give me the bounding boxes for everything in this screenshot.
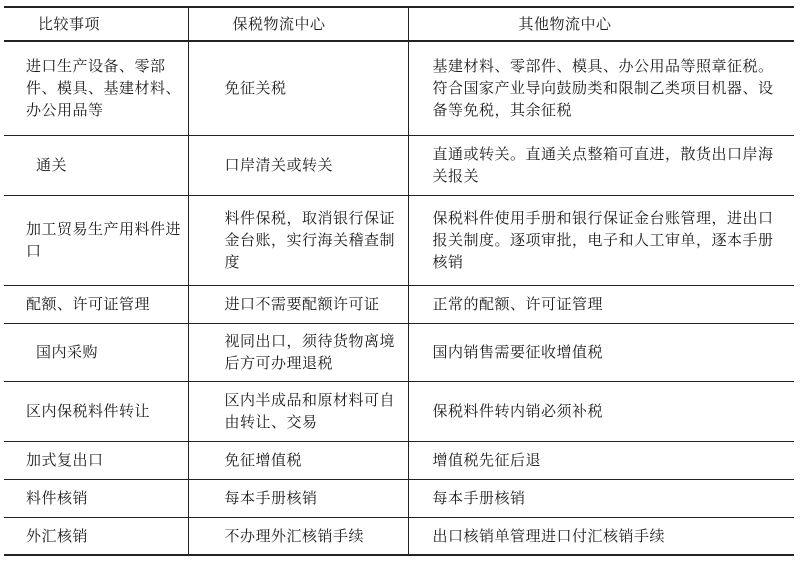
row-item: 国内采购 bbox=[4, 323, 188, 381]
table-header-row bbox=[4, 7, 794, 41]
row-other-value: 正常的配额、许可证管理 bbox=[408, 285, 794, 323]
row-bonded-value: 每本手册核销 bbox=[188, 479, 408, 517]
row-item: 通关 bbox=[4, 135, 188, 195]
table-row bbox=[4, 479, 794, 517]
row-item: 料件核销 bbox=[4, 479, 188, 517]
row-bonded-value: 料件保税，取消银行保证金台账，实行海关稽查制度 bbox=[188, 195, 408, 285]
row-item: 区内保税料件转让 bbox=[4, 381, 188, 441]
row-item: 加式复出口 bbox=[4, 441, 188, 479]
header-bonded-center: 保税物流中心 bbox=[188, 7, 408, 41]
row-other-value: 增值税先征后退 bbox=[408, 441, 794, 479]
comparison-table-container bbox=[4, 6, 794, 556]
row-other-value: 国内销售需要征收增值税 bbox=[408, 323, 794, 381]
row-other-value: 出口核销单管理进口付汇核销手续 bbox=[408, 517, 794, 555]
row-bonded-value: 进口不需要配额许可证 bbox=[188, 285, 408, 323]
row-other-value: 直通或转关。直通关点整箱可直进，散货出口岸海关报关 bbox=[408, 135, 794, 195]
table-row bbox=[4, 195, 794, 285]
row-other-value: 保税料件使用手册和银行保证金台账管理，进出口报关制度。逐项审批，电子和人工审单，逐本手册核销 bbox=[408, 195, 794, 285]
row-item: 进口生产设备、零部件、模具、基建材料、办公用品等 bbox=[4, 41, 188, 135]
row-other-value: 保税料件转内销必须补税 bbox=[408, 381, 794, 441]
table-row bbox=[4, 381, 794, 441]
row-bonded-value: 区内半成品和原材料可自由转让、交易 bbox=[188, 381, 408, 441]
row-other-value: 基建材料、零部件、模具、办公用品等照章征税。符合国家产业导向鼓励类和限制乙类项目机器、设备等免税，其余征税 bbox=[408, 41, 794, 135]
header-other-center: 其他物流中心 bbox=[408, 7, 794, 41]
comparison-table bbox=[4, 6, 794, 556]
row-item: 加工贸易生产用料件进口 bbox=[4, 195, 188, 285]
header-comparison-item: 比较事项 bbox=[4, 7, 188, 41]
table-row bbox=[4, 323, 794, 381]
row-bonded-value: 免征增值税 bbox=[188, 441, 408, 479]
row-bonded-value: 不办理外汇核销手续 bbox=[188, 517, 408, 555]
row-bonded-value: 视同出口，须待货物离境后方可办理退税 bbox=[188, 323, 408, 381]
table-row bbox=[4, 517, 794, 555]
table-row bbox=[4, 441, 794, 479]
row-bonded-value: 口岸清关或转关 bbox=[188, 135, 408, 195]
row-item: 配额、许可证管理 bbox=[4, 285, 188, 323]
table-row bbox=[4, 285, 794, 323]
row-bonded-value: 免征关税 bbox=[188, 41, 408, 135]
row-item: 外汇核销 bbox=[4, 517, 188, 555]
table-row bbox=[4, 41, 794, 135]
row-other-value: 每本手册核销 bbox=[408, 479, 794, 517]
table-row bbox=[4, 135, 794, 195]
